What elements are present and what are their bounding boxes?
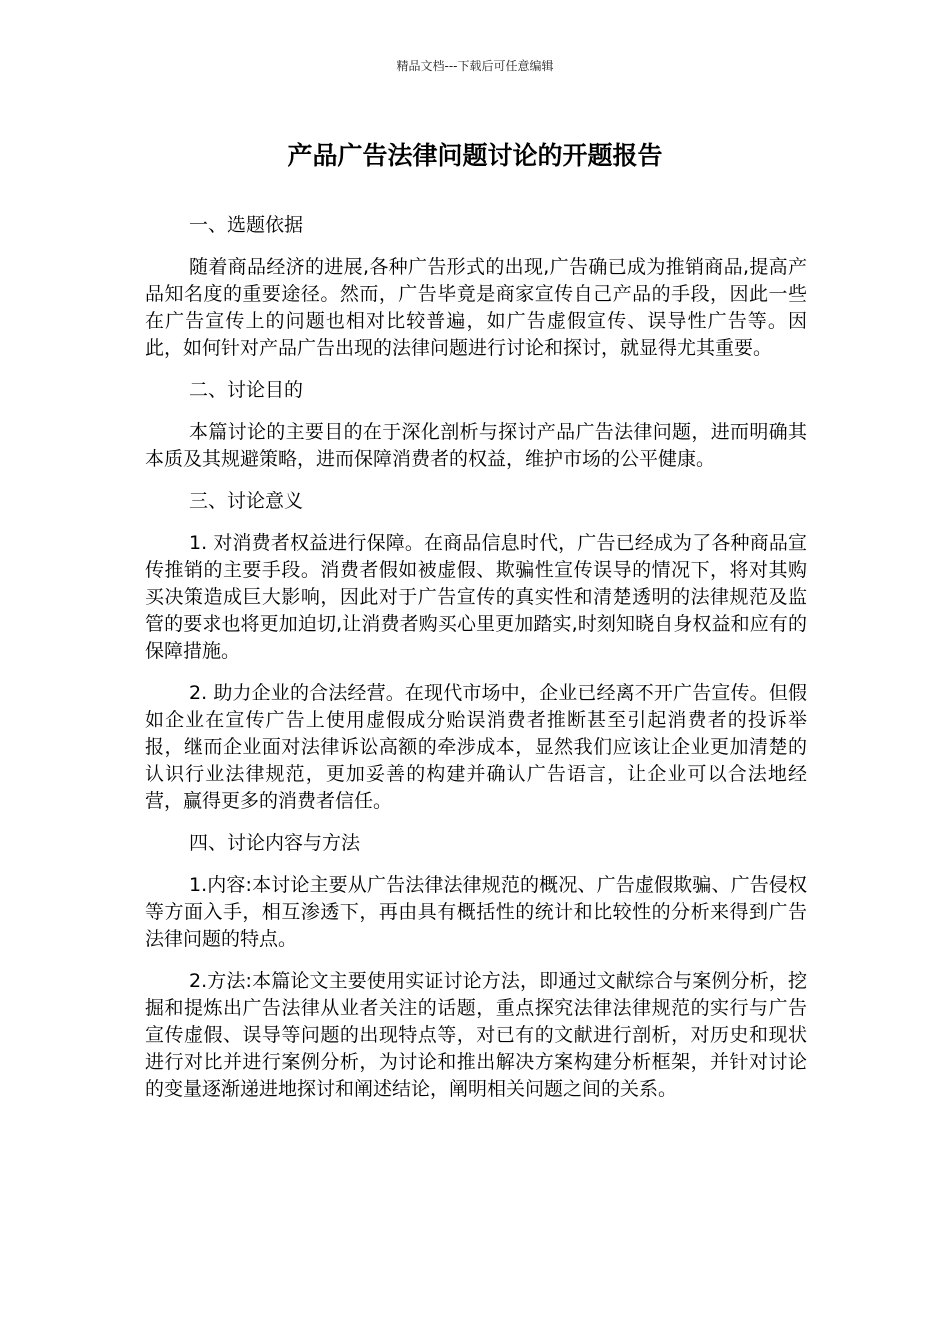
- paragraph-method: 2.方法:本篇论文主要使用实证讨论方法，即通过文献综合与案例分析，挖掘和提炼出广告法律从业者关注的话题，重点探究法律法律规范的实行与广告宣传虚假、误导等问题的出现特点等，对已有的文献进行剖析，对历史和现状进行对比并进行案例分析，为讨论和推出解决方案构建分析框架，并针对讨论的变量逐渐递进地探讨和阐述结论，阐明相关问题之间的关系。: [145, 970, 807, 1100]
- paragraph-purpose: 本篇讨论的主要目的在于深化剖析与探讨产品广告法律问题，进而明确其本质及其规避策略，进而保障消费者的权益，维护市场的公平健康。: [145, 421, 807, 470]
- section-heading-content-method: 四、讨论内容与方法: [189, 832, 361, 854]
- paragraph-significance-enterprise: 2. 助力企业的合法经营。在现代市场中，企业已经离不开广告宣传。但假如企业在宣传广告上使用虚假成分贻误消费者推断甚至引起消费者的投诉举报，继而企业面对法律诉讼高额的牵涉成本，显然我们应该让企业更加清楚的认识行业法律规范，更加妥善的构建并确认广告语言，让企业可以合法地经营，赢得更多的消费者信任。: [145, 682, 807, 812]
- section-heading-significance: 三、讨论意义: [189, 490, 304, 512]
- paragraph-significance-consumer: 1. 对消费者权益进行保障。在商品信息时代，广告已经成为了各种商品宣传推销的主要手段。消费者假如被虚假、欺骗性宣传误导的情况下，将对其购买决策造成巨大影响，因此对于广告宣传的真实性和清楚透明的法律规范及监管的要求也将更加迫切,让消费者购买心里更加踏实,时刻知晓自身权益和应有的保障措施。: [145, 532, 807, 662]
- section-heading-basis: 一、选题依据: [189, 214, 304, 236]
- paragraph-content: 1.内容:本讨论主要从广告法律法律规范的概况、广告虚假欺骗、广告侵权等方面入手，相互渗透下，再由具有概括性的统计和比较性的分析来得到广告法律问题的特点。: [145, 874, 807, 950]
- header-note: 精品文档---下载后可任意编辑: [396, 59, 554, 73]
- section-heading-purpose: 二、讨论目的: [189, 379, 304, 401]
- paragraph-basis: 随着商品经济的进展,各种广告形式的出现,广告确已成为推销商品,提高产品知名度的重要途径。然而，广告毕竟是商家宣传自己产品的手段，因此一些在广告宣传上的问题也相对比较普遍，如广告虚假宣传、误导性广告等。因此，如何针对产品广告出现的法律问题进行讨论和探讨，就显得尤其重要。: [145, 256, 807, 359]
- document-title: 产品广告法律问题讨论的开题报告: [287, 141, 663, 170]
- document-body: [145, 212, 807, 1118]
